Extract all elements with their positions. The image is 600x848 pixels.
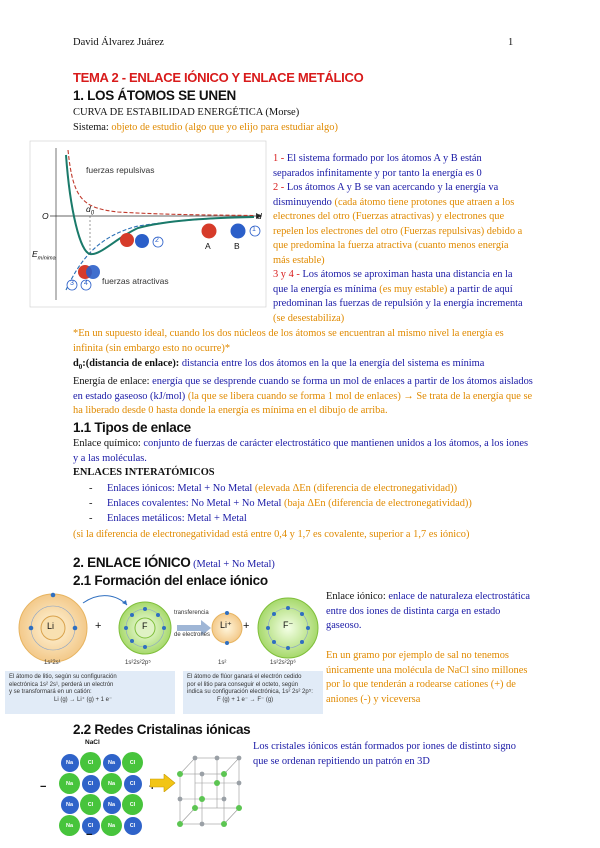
na-ion: Cl <box>124 817 142 835</box>
f-ion-symbol: F⁻ <box>283 620 294 630</box>
header-author: David Álvarez Juárez <box>73 37 164 48</box>
crystal-text: Los cristales iónicos están formados por iones de distinto signo que se ordenan repitiendo un patrón en 3D <box>253 741 516 767</box>
f-symbol: F <box>142 621 148 631</box>
curve-title: CURVA DE ESTABILIDAD ENERGÉTICA (Morse) <box>73 107 300 118</box>
enlace-quimico: Enlace químico: conjunto de fuerzas de carácter electrostático que mantienen unidos a los átomos, a los iones y a las moléculas. <box>73 438 529 464</box>
attractive-label: fuerzas atractivas <box>102 276 169 286</box>
section2-heading: 2. ENLACE IÓNICO <box>73 555 191 570</box>
na-ion: Cl <box>82 817 100 835</box>
atom-a-label: A <box>205 241 211 251</box>
bond-types-list <box>73 481 472 526</box>
transfer-label: transferencia <box>174 610 209 616</box>
na-ion: Na <box>61 796 79 814</box>
sistema-line <box>73 122 338 133</box>
na-ion: Na <box>103 754 121 772</box>
section2-heading-line <box>73 555 275 570</box>
lattice-title: NaCl <box>85 739 100 746</box>
cl-ion: Cl <box>122 794 143 815</box>
plus-sign-1: + <box>95 620 102 632</box>
cl-ion: Cl <box>122 752 143 773</box>
d0-fig-label: $d_0$ <box>86 204 95 217</box>
page-title: TEMA 2 - ENLACE IÓNICO Y ENLACE METÁLICO <box>73 70 364 85</box>
bond-type-metallic: - Enlaces metálicos: Metal + Metal <box>73 511 472 526</box>
cfg-f: 1s²2s²2p⁵ <box>125 660 151 666</box>
d0-definition: $d_0:(distancia$ de enlace): distancia entre los dos átomos en la que la energía del sistema es mínima <box>73 358 485 372</box>
atom-b-label: B <box>234 241 240 251</box>
na-ion: Cl <box>124 775 142 793</box>
emin-label: $E_{mínima}$ <box>32 249 56 262</box>
section1-heading: 1. LOS ÁTOMOS SE UNEN <box>73 88 236 103</box>
section11-heading: 1.1 Tipos de enlace <box>73 420 191 435</box>
cl-ion: Na <box>59 815 80 836</box>
na-ion: Na <box>61 754 79 772</box>
energia-enlace: Energía de enlace: energía que se desprende cuando se forma un mol de enlaces a partir de los átomos aislados en estado gaseoso (kJ/mol) (la que se libera cuando se forma 1 mol de enlaces) → Se trata de la energía que se ha liberado desde 0 hasta donde la energía es mínima en el dibujo de arriba. <box>73 376 533 416</box>
d-axis-label: d <box>257 211 262 221</box>
page-number: 1 <box>508 37 514 48</box>
na-ion: Na <box>103 796 121 814</box>
cfg-li: 1s²2s¹ <box>44 660 61 666</box>
cl-ion: Na <box>101 773 122 794</box>
lattice-minus-left: − <box>40 781 47 793</box>
caption-left: El átomo de litio, según su configuración electrónica 1s² 2s¹, perderá un electrón y se transformará en un catión: Li (g) → Li⁺ (g) + 1 e⁻ <box>9 674 117 703</box>
atom-a-2 <box>120 233 134 247</box>
repulsive-label: fuerzas repulsivas <box>86 165 155 175</box>
section22-heading: 2.2 Redes Cristalinas iónicas <box>73 722 251 737</box>
step-1: 1 - El sistema formado por los átomos A y B están separados infinitamente y por tanto la energía es 0 <box>273 153 482 179</box>
li-symbol: Li <box>47 621 55 631</box>
cfg-li-ion: 1s² <box>218 660 227 666</box>
atom-b-1 <box>231 224 246 239</box>
interatomicos-heading: ENLACES INTERATÓMICOS <box>73 467 215 478</box>
origin-label: O <box>42 211 49 221</box>
nacl-lattice-3d <box>175 752 245 832</box>
section2-heading-note: (Metal + No Metal) <box>193 559 275 570</box>
cl-ion: Na <box>59 773 80 794</box>
atom-b-2 <box>135 234 149 248</box>
na-ion: Cl <box>82 775 100 793</box>
ionic-bond-definition: Enlace iónico: enlace de naturaleza electrostática entre dos iones de distinta carga en estado gaseoso. <box>326 591 530 631</box>
transfer-label-2: de electrones <box>174 632 211 638</box>
bond-type-ionic: - Enlaces iónicos: Metal + No Metal (elevada ΔEn (diferencia de electronegatividad)) <box>73 481 472 496</box>
caption-right: El átomo de flúor ganará el electrón cedido por el litio para conseguir el octeto, según indica su configuración electrónica, 1s² 2s² 2p⁵: F (g) + 1 e⁻ → F⁻ (g) <box>187 674 313 703</box>
cfg-f-ion: 1s²2s²2p⁶ <box>270 660 296 666</box>
bond-type-covalent: - Enlaces covalentes: No Metal + No Metal (baja ΔEn (diferencia de electronegatividad)) <box>73 496 472 511</box>
cl-ion: Cl <box>80 794 101 815</box>
nacl-note: En un gramo por ejemplo de sal no tenemos únicamente una molécula de NaCl sino millones por lo que tenderán a rodearse cationes (+) de aniones (-) y viceversa <box>326 650 528 705</box>
lattice-arrow <box>150 774 176 792</box>
num-1: 1 <box>252 226 256 233</box>
lattice-minus-bottom: − <box>86 829 93 841</box>
atom-b-3 <box>86 265 100 279</box>
en-footnote: (si la diferencia de electronegatividad está entre 0,4 y 1,7 es covalente, superior a 1,7 es iónico) <box>73 529 470 540</box>
cl-ion: Na <box>101 815 122 836</box>
step-3-4: 3 y 4 - Los átomos se aproximan hasta una distancia en la que la energía es mínima (es muy estable) a partir de aquí predominan las fuerzas de repulsión y la energía incrementa (se desestabiliza) <box>273 269 523 324</box>
sistema-text: objeto de estudio (algo que yo elijo para estudiar algo) <box>111 122 338 133</box>
step-2: 2 - Los átomos A y B se van acercando y la energía va disminuyendo (cada átomo tiene protones que atraen a los electrones del otro (Fuerzas atractivas) y electrones que repelen los electrones del otro (Fuerzas repulsivas) debido a que predomina la fuerza atractiva (cuanto menos energía más estable) <box>273 182 523 266</box>
cl-ion: Cl <box>80 752 101 773</box>
num-4: 4 <box>84 280 88 287</box>
plus-sign-2: + <box>243 620 250 632</box>
nacl-lattice-2d <box>47 748 151 838</box>
num-3: 3 <box>70 280 74 287</box>
section21-heading: 2.1 Formación del enlace iónico <box>73 573 268 588</box>
li-ion-symbol: Li⁺ <box>220 620 232 630</box>
atom-a-1 <box>202 224 217 239</box>
sistema-label: Sistema: <box>73 122 109 133</box>
num-2: 2 <box>155 237 159 244</box>
ideal-note: *En un supuesto ideal, cuando los dos núcleos de los átomos se encuentran al mismo nivel la energía es infinita (sin embargo esto no ocurre)* <box>73 328 504 354</box>
